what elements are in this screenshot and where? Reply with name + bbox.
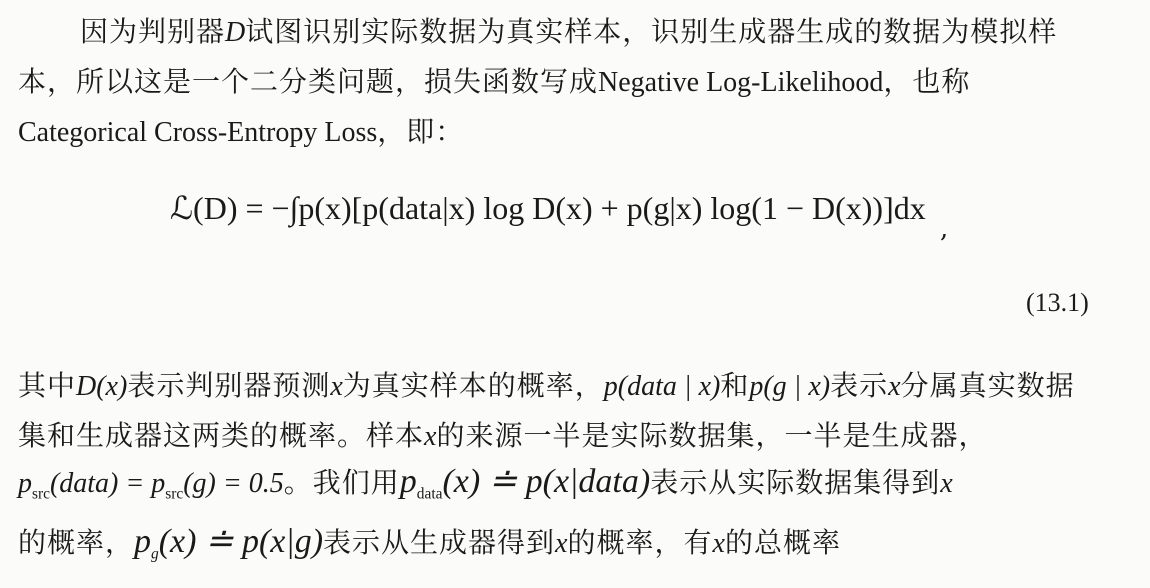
para1-line1: 因为判别器D试图识别实际数据为真实样本，识别生成器生成的数据为模拟样 bbox=[80, 15, 1058, 48]
equation-number: (13.1) bbox=[1026, 288, 1089, 317]
equation-13-1: ℒ(D) = −∫p(x)[p(data|x) log D(x) + p(g|x) log(1 − D(x))]dx bbox=[170, 190, 926, 226]
para2-line3: $p_{src}(data) = p_{src}(g) = 0.5$。我们用$p_{data}(x)$ ≐ p(x|data)表示从实际数据集得到x bbox=[18, 463, 953, 503]
para1-line3: Categorical Cross-Entropy Loss，即： bbox=[18, 115, 465, 148]
para1-line2: 本，所以这是一个二分类问题，损失函数写成Negative Log-Likelihood，也称 bbox=[18, 65, 971, 98]
para2-line1: 其中D(x)表示判别器预测x为真实样本的概率，p(data | x)和p(g | x)表示x分属真实数据 bbox=[18, 369, 1075, 402]
para2-line4: 的概率，$p_g(x)$ ≐ p(x|g)表示从生成器得到x的概率，有x的总概率 bbox=[18, 523, 841, 563]
para2-line2: 集和生成器这两类的概率。样本x的来源一半是实际数据集，一半是生成器， bbox=[18, 419, 988, 452]
equation-comma: , bbox=[940, 214, 949, 244]
